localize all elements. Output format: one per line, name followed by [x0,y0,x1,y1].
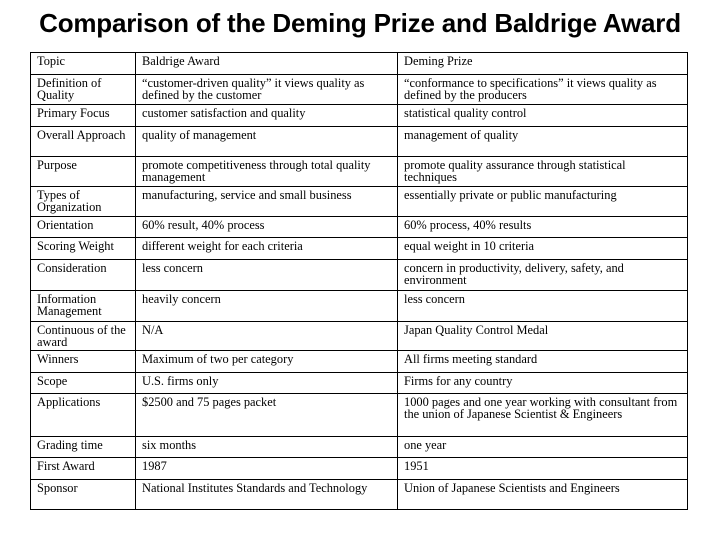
deming-cell: “conformance to specifications” it views quality as defined by the producers [398,75,688,105]
baldrige-cell: heavily concern [136,291,398,322]
table-row [31,238,688,260]
deming-cell: All firms meeting standard [398,351,688,373]
baldrige-cell: 60% result, 40% process [136,217,398,238]
baldrige-cell: $2500 and 75 pages packet [136,394,398,437]
topic-cell: Continuous of the award [31,322,136,351]
deming-cell: 60% process, 40% results [398,217,688,238]
table-row [31,260,688,291]
table-row [31,291,688,322]
topic-cell: Scope [31,373,136,394]
baldrige-cell: less concern [136,260,398,291]
baldrige-cell: “customer-driven quality” it views quality as defined by the customer [136,75,398,105]
topic-cell: Grading time [31,437,136,458]
topic-cell: First Award [31,458,136,480]
deming-cell: management of quality [398,127,688,157]
baldrige-cell: National Institutes Standards and Technology [136,480,398,510]
topic-cell: Scoring Weight [31,238,136,260]
deming-cell: less concern [398,291,688,322]
baldrige-cell: customer satisfaction and quality [136,105,398,127]
table-row [31,157,688,187]
table-row [31,458,688,480]
baldrige-cell: 1987 [136,458,398,480]
baldrige-cell: quality of management [136,127,398,157]
topic-cell: Sponsor [31,480,136,510]
deming-cell: concern in productivity, delivery, safety, and environment [398,260,688,291]
topic-cell: Orientation [31,217,136,238]
table-row [31,187,688,217]
deming-cell: statistical quality control [398,105,688,127]
deming-cell: 1000 pages and one year working with consultant from the union of Japanese Scientist & Engineers [398,394,688,437]
topic-cell: Consideration [31,260,136,291]
deming-cell: Japan Quality Control Medal [398,322,688,351]
deming-cell: Union of Japanese Scientists and Engineers [398,480,688,510]
topic-cell: Winners [31,351,136,373]
header-deming: Deming Prize [398,53,688,75]
table-row [31,322,688,351]
header-topic: Topic [31,53,136,75]
page-title: Comparison of the Deming Prize and Baldrige Award [39,8,681,38]
deming-cell: promote quality assurance through statistical techniques [398,157,688,187]
topic-cell: Applications [31,394,136,437]
baldrige-cell: different weight for each criteria [136,238,398,260]
topic-cell: Information Management [31,291,136,322]
baldrige-cell: N/A [136,322,398,351]
table-row [31,480,688,510]
comparison-table [30,52,688,510]
topic-cell: Purpose [31,157,136,187]
deming-cell: Firms for any country [398,373,688,394]
deming-cell: 1951 [398,458,688,480]
table-row [31,127,688,157]
table-body [31,53,688,510]
deming-cell: equal weight in 10 criteria [398,238,688,260]
topic-cell: Definition of Quality [31,75,136,105]
table-row [31,217,688,238]
table-row [31,394,688,437]
table-row [31,373,688,394]
deming-cell: one year [398,437,688,458]
table-row [31,105,688,127]
header-baldrige: Baldrige Award [136,53,398,75]
topic-cell: Types of Organization [31,187,136,217]
baldrige-cell: U.S. firms only [136,373,398,394]
topic-cell: Primary Focus [31,105,136,127]
baldrige-cell: six months [136,437,398,458]
table-row [31,351,688,373]
topic-cell: Overall Approach [31,127,136,157]
table-header-row [31,53,688,75]
baldrige-cell: manufacturing, service and small business [136,187,398,217]
baldrige-cell: promote competitiveness through total quality management [136,157,398,187]
baldrige-cell: Maximum of two per category [136,351,398,373]
table-row [31,75,688,105]
deming-cell: essentially private or public manufacturing [398,187,688,217]
table-row [31,437,688,458]
